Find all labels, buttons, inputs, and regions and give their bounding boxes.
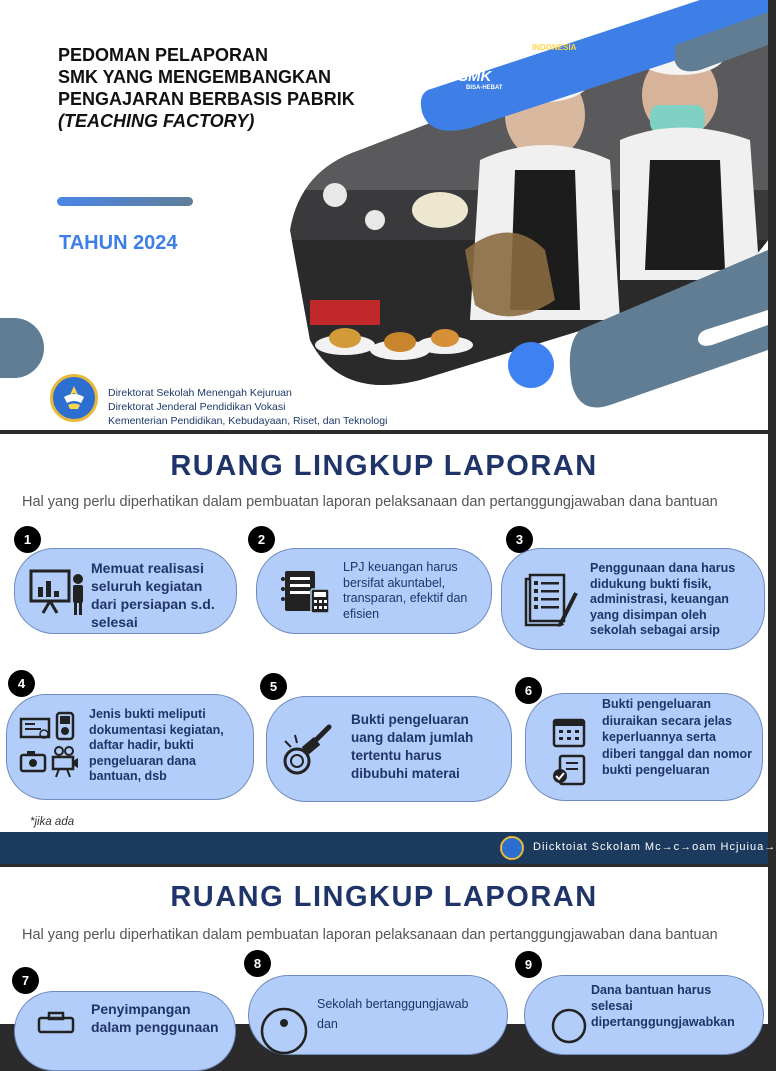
card-text: Bukti pengeluaran diuraikan secara jelas keperluannya serta diberi tanggal dan nomor bukti pengeluaran [602, 697, 753, 777]
slide-footer-bar [0, 832, 776, 864]
cover-title-line: PENGAJARAN BERBASIS PABRIK [58, 89, 355, 109]
card-text: Jenis bukti meliputi dokumentasi kegiatan, daftar hadir, bukti pengeluaran dana bantuan, dsb [89, 707, 224, 783]
footer-line: Direktorat Jenderal Pendidikan Vokasi [108, 401, 286, 413]
vokasi-logo-text: VOKASI [528, 28, 578, 43]
scope-card-7 [14, 991, 236, 1071]
step-number-badge: 5 [260, 673, 287, 700]
ministry-logo-icon [500, 836, 524, 860]
slide-intro: Hal yang perlu diperhatikan dalam pembuatan laporan pelaksanaan dan pertanggungjawaban dana bantuan [22, 927, 718, 943]
card-text: LPJ keuangan harus bersifat akuntabel, transparan, efektif dan efisien [343, 560, 468, 621]
documents-checklist-icon [522, 571, 582, 633]
scope-card-8 [248, 975, 508, 1055]
card-text: Penyimpangan dalam penggunaan [91, 1001, 219, 1035]
cover-title-line: (TEACHING FACTORY) [58, 111, 255, 131]
scope-card-3 [501, 548, 765, 650]
smk-logo [458, 68, 518, 98]
card-text: Sekolah bertanggungjawab dan [317, 997, 469, 1031]
scope-slide-2 [0, 867, 768, 1035]
card-text: Penggunaan dana harus didukung bukti fisik, administrasi, keuangan yang disimpan oleh sekolah sebagai arsip [590, 561, 736, 637]
decorative-blob [0, 318, 44, 378]
briefcase-icon [37, 1012, 77, 1032]
scope-card-6 [525, 693, 763, 801]
scope-card-4 [6, 694, 254, 800]
year-label: TAHUN 2024 [59, 232, 178, 254]
step-number-badge: 3 [506, 526, 533, 553]
step-number-badge: 8 [244, 950, 271, 977]
scope-card-9 [524, 975, 764, 1055]
stamp-icon [281, 721, 339, 777]
tut-wuri-handayani-logo [50, 374, 98, 422]
smk-logo-text: SMK [458, 68, 492, 85]
scope-card-5 [266, 696, 512, 802]
footer-text: Diicktoiat Sckolam Mc→c→oam Hcjuiua→ [533, 841, 776, 853]
step-number-badge: 6 [515, 677, 542, 704]
slide-heading: RUANG LINGKUP LAPORAN [170, 450, 598, 482]
clock-icon [549, 1006, 589, 1026]
person-responsibility-icon [259, 1006, 309, 1036]
scope-slide-1 [0, 434, 776, 864]
cover-slide [0, 0, 768, 430]
card-text: Dana bantuan harus selesai dipertanggungjawabkan [591, 983, 735, 1029]
step-number-badge: 2 [248, 526, 275, 553]
finance-report-icon [281, 569, 331, 615]
step-number-badge: 9 [515, 951, 542, 978]
vokasi-logo-subtext: INDONESIA [532, 43, 577, 52]
emblem-icon [59, 383, 89, 413]
slide-intro: Hal yang perlu diperhatikan dalam pembuatan laporan pelaksanaan dan pertanggungjawaban dana bantuan [22, 494, 718, 510]
step-number-badge: 1 [14, 526, 41, 553]
footer-line: Kementerian Pendidikan, Kebudayaan, Riset, dan Teknologi [108, 415, 388, 427]
title-underline-bar [57, 197, 193, 206]
smk-logo-subtext: BISA-HEBAT [466, 85, 503, 91]
scope-card-1 [14, 548, 237, 634]
step-number-badge: 4 [8, 670, 35, 697]
calendar-receipt-icon [552, 716, 588, 788]
footnote: *jika ada [30, 816, 75, 828]
footer-line: Direktorat Sekolah Menengah Kejuruan [108, 387, 292, 399]
cover-title-line: PEDOMAN PELAPORAN [58, 45, 269, 65]
vokasi-logo [528, 28, 598, 60]
card-text: Bukti pengeluaran uang dalam jumlah tertentu harus dibubuhi materai [351, 712, 474, 781]
cover-title-line: SMK YANG MENGEMBANGKAN [58, 67, 332, 87]
slide-heading: RUANG LINGKUP LAPORAN [170, 881, 598, 913]
ministry-footer-text [108, 386, 387, 428]
step-number-badge: 7 [12, 967, 39, 994]
presentation-chart-icon [29, 567, 87, 617]
scope-card-2 [256, 548, 492, 634]
card-text: Memuat realisasi seluruh kegiatan dari persiapan s.d. selesai [91, 560, 215, 630]
evidence-types-icon [19, 711, 79, 779]
decorative-dot [508, 342, 554, 388]
